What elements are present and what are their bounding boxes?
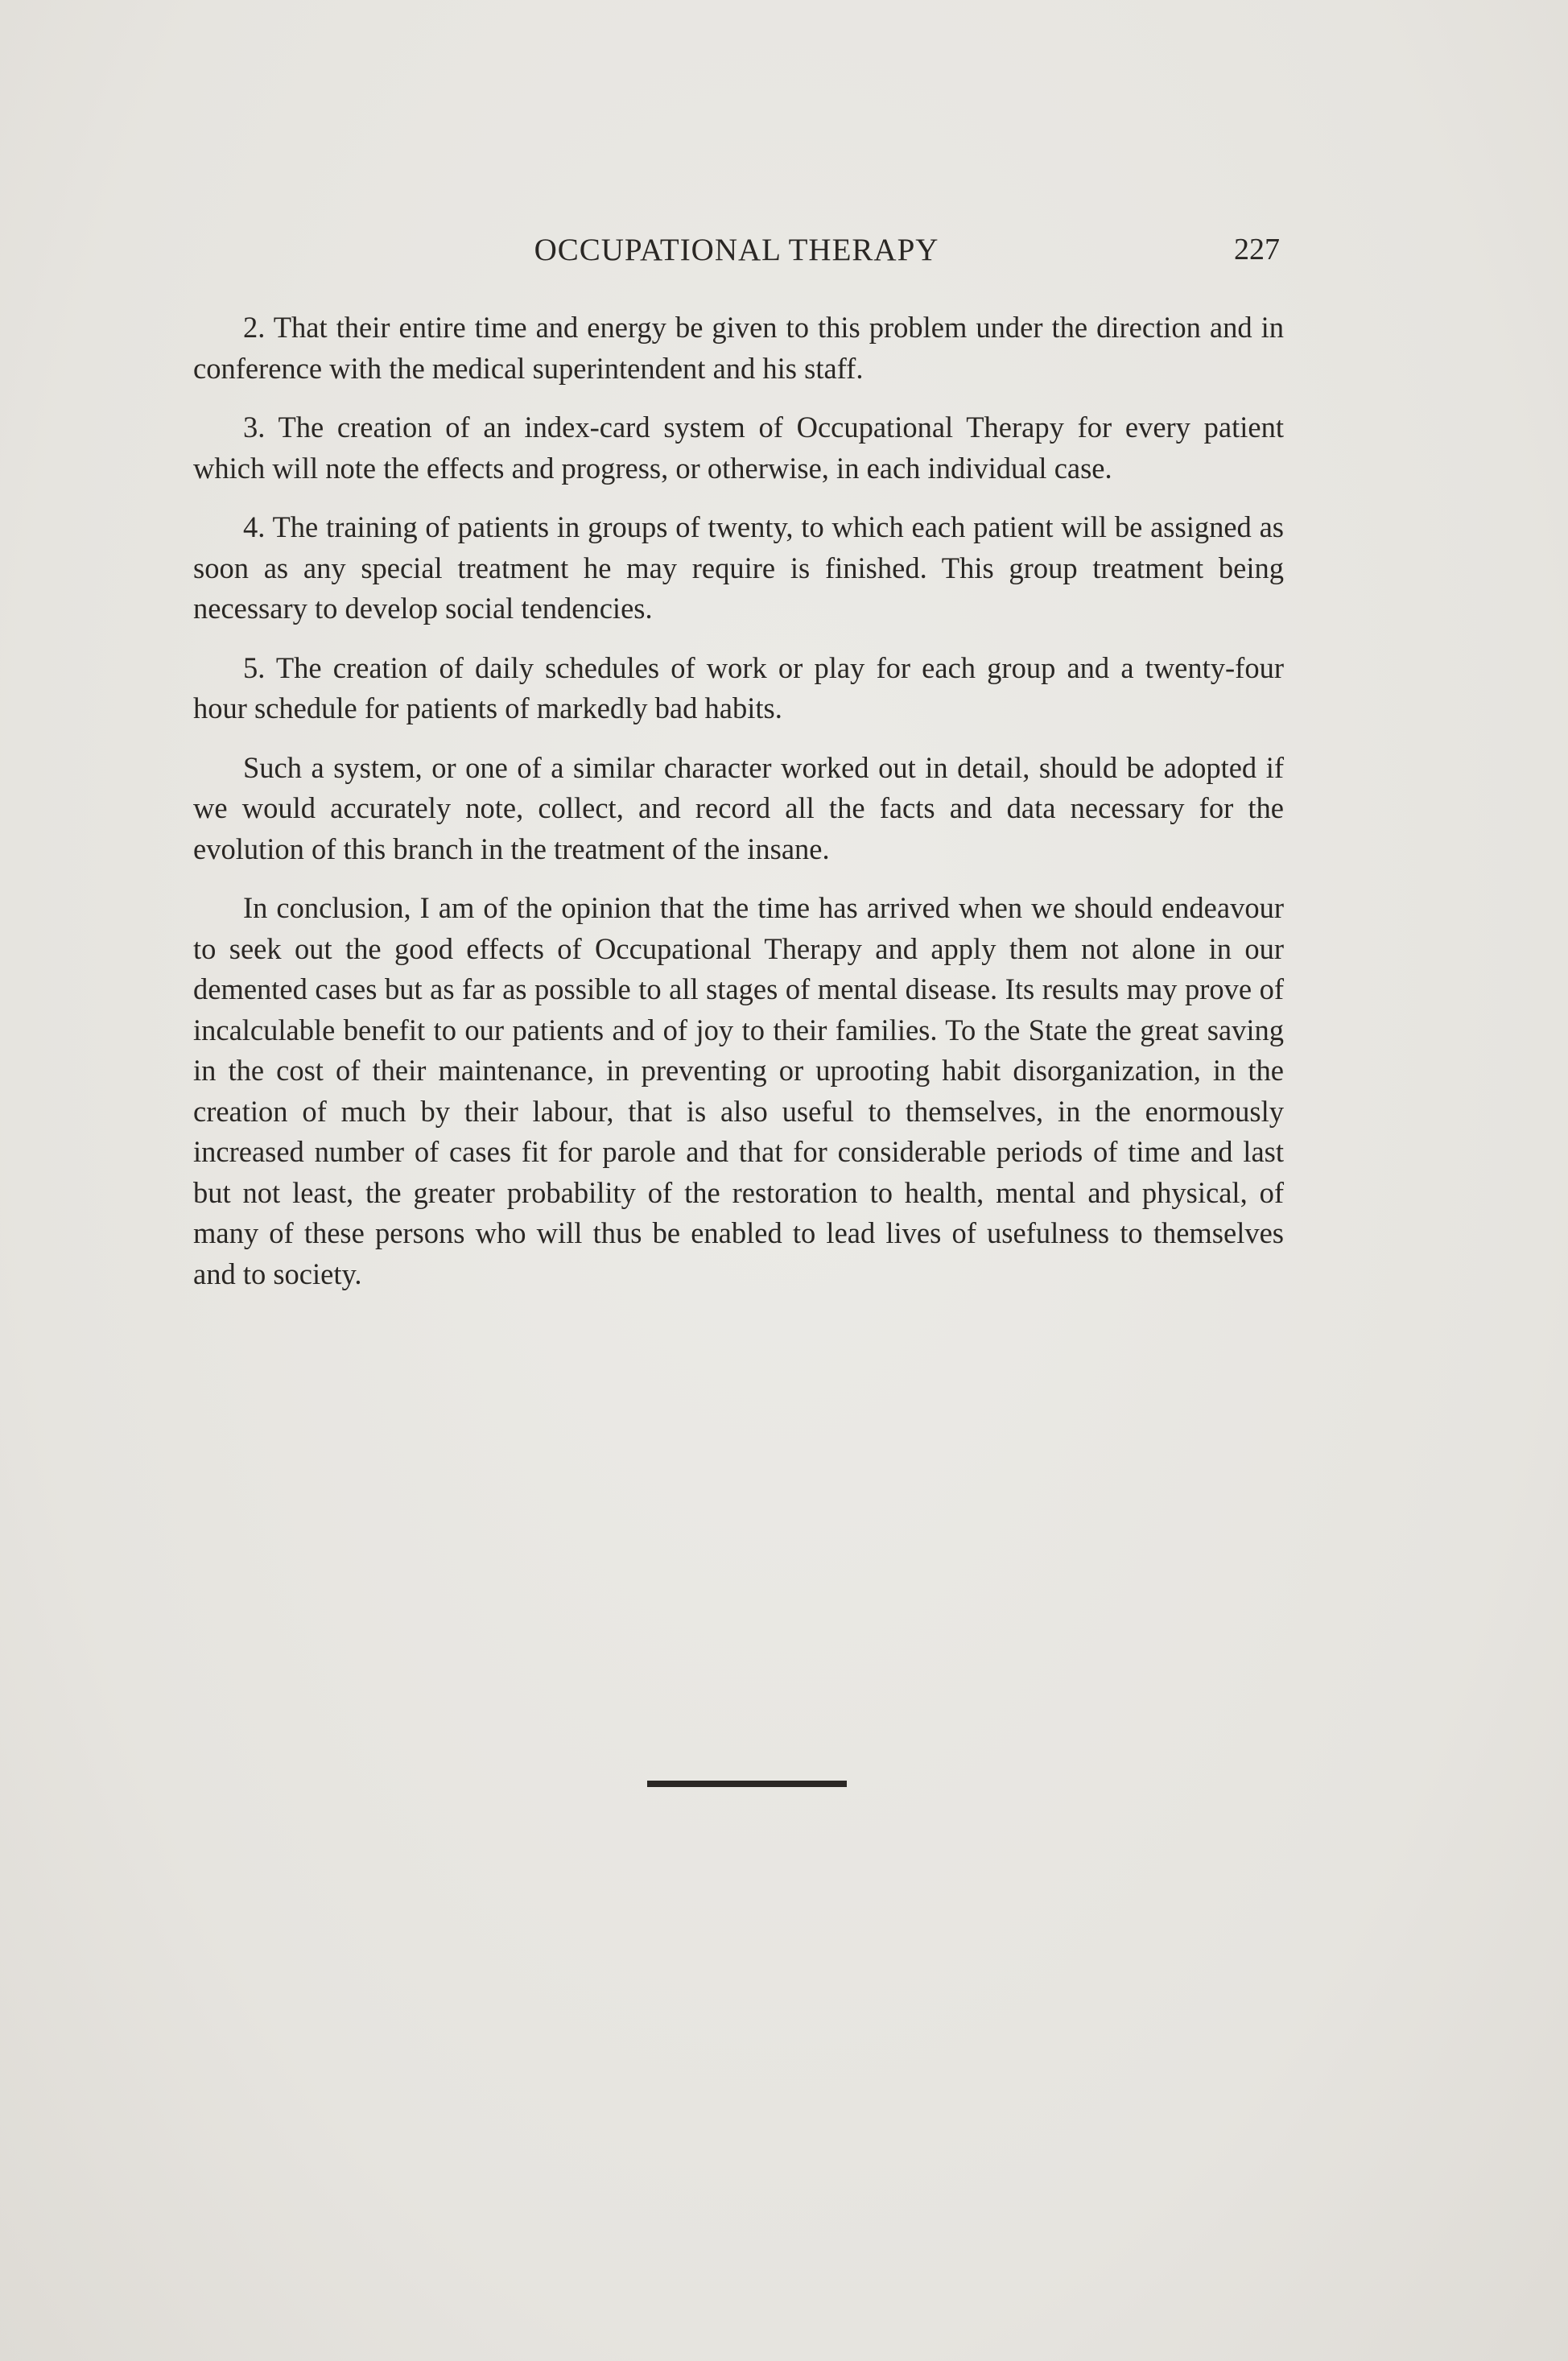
paragraph-system: Such a system, or one of a similar character worked out in detail, should be adopted if we would accurately note, collect, and record all the facts and data necessary for the evolution of this branch in the treatment of the insane. xyxy=(193,750,1284,865)
end-rule xyxy=(647,1781,847,1787)
paragraph-conclusion: In conclusion, I am of the opinion that the time has arrived when we should endeavour to seek out the good effects of Occupational Therapy and apply them not alone in our demented cases but as far as possible to all stages of mental disease. Its results may prove of incalculable benefit to our patients and of joy to their families. To the State the great saving in the cost of their maintenance, in preventing or uprooting habit disorganization, in the creation of much by their labour, that is also useful to themselves, in the enormously increased number of cases fit for parole and that for considerable periods of time and last but not least, the greater probability of the restoration to health, mental and physical, of many of these persons who will thus be enabled to lead lives of usefulness to themselves and to society. xyxy=(193,891,1284,1290)
paragraph-item-2: 2. That their entire time and energy be given to this problem under the direction and in conference with the medical superintendent and his staff. xyxy=(193,311,1284,385)
running-title: OCCUPATIONAL THERAPY xyxy=(534,233,939,267)
paragraph-item-3: 3. The creation of an index-card system of Occupational Therapy for every patient which will note the effects and progress, or otherwise, in each individual case. xyxy=(193,411,1284,485)
body-text xyxy=(193,308,1284,1313)
page-number: 227 xyxy=(1234,233,1280,266)
paragraph-item-5: 5. The creation of daily schedules of work or play for each group and a twenty-four hour schedule for patients of markedly bad habits. xyxy=(193,650,1284,724)
paragraph-item-4: 4. The training of patients in groups of twenty, to which each patient will be assigned as soon as any special treatment he may require is finished. This group treatment being necessary to develop social tendencies. xyxy=(193,510,1284,625)
page-header xyxy=(193,232,1280,280)
